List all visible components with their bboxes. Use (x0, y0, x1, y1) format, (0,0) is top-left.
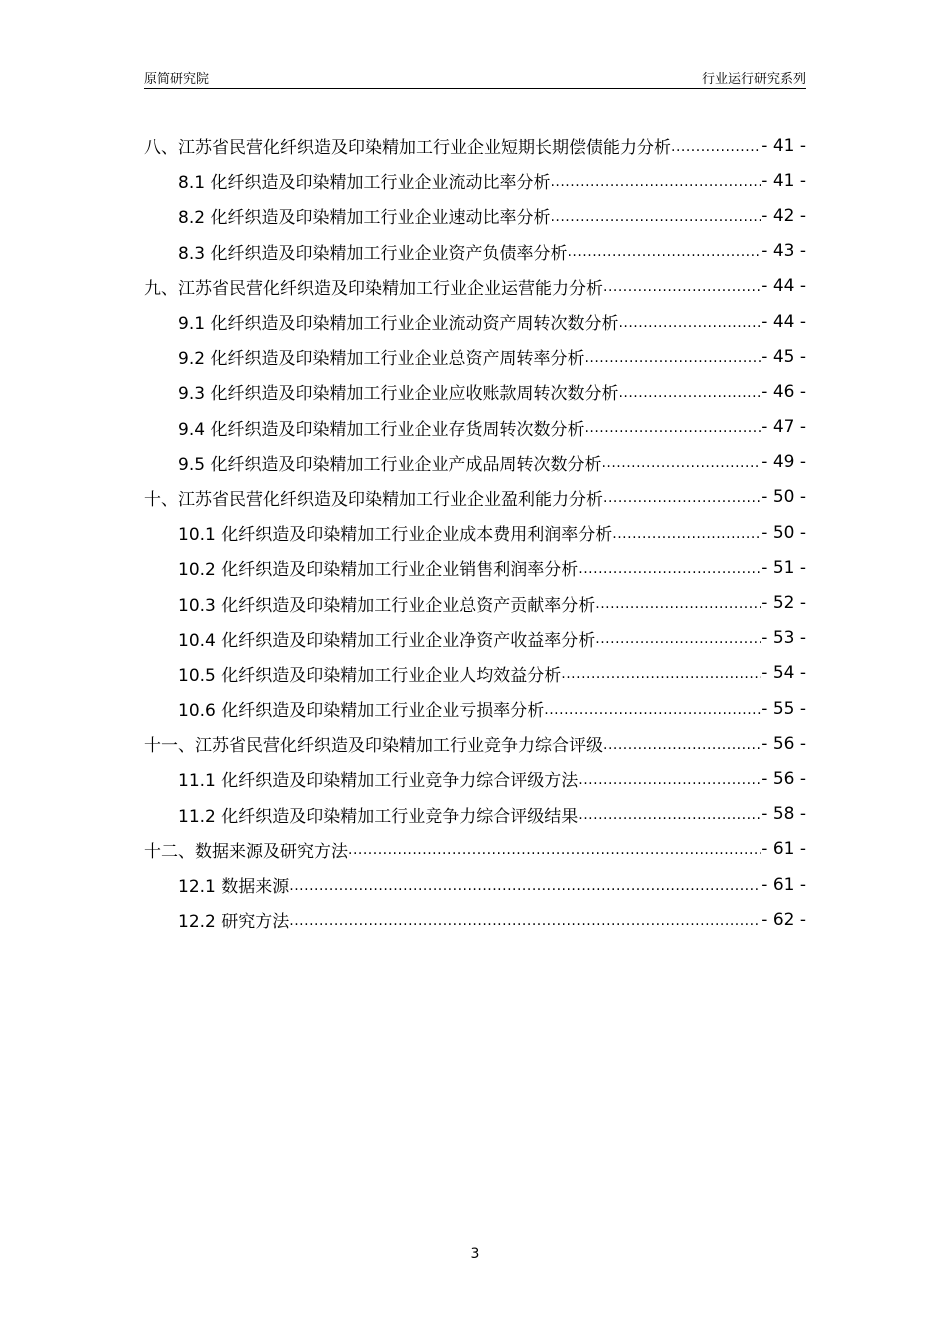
toc-dot-leader (544, 700, 761, 718)
toc-dot-leader (348, 840, 761, 858)
toc-entry[interactable] (144, 480, 806, 515)
toc-dot-leader (595, 629, 761, 647)
toc-dot-leader (618, 313, 761, 331)
toc-entry-page: - 50 - (761, 522, 806, 543)
toc-entry[interactable] (144, 867, 806, 902)
toc-entry[interactable] (144, 304, 806, 339)
toc-entry-title: 10.1 化纤织造及印染精加工行业企业成本费用利润率分析 (178, 525, 613, 546)
toc-entry-page: - 62 - (761, 909, 806, 930)
toc-entry-page: - 54 - (761, 663, 806, 684)
toc-dot-leader (584, 418, 761, 436)
toc-entry-page: - 58 - (761, 804, 806, 825)
toc-entry-page: - 56 - (761, 768, 806, 789)
toc-dot-leader (550, 207, 761, 225)
toc-entry-title: 8.2 化纤织造及印染精加工行业企业速动比率分析 (178, 208, 551, 229)
toc-entry-title: 十二、数据来源及研究方法 (144, 841, 348, 862)
toc-entry-title: 9.3 化纤织造及印染精加工行业企业应收账款周转次数分析 (178, 384, 619, 405)
toc-entry-page: - 49 - (761, 452, 806, 473)
toc-entry-title: 十、江苏省民营化纤织造及印染精加工行业企业盈利能力分析 (144, 489, 603, 510)
toc-entry-page: - 43 - (761, 241, 806, 262)
toc-entry-page: - 53 - (761, 628, 806, 649)
toc-entry-page: - 44 - (761, 276, 806, 297)
header-series-title: 行业运行研究系列 (701, 72, 806, 87)
toc-dot-leader (671, 137, 761, 155)
toc-entry-title: 12.2 研究方法 (178, 912, 290, 933)
toc-entry[interactable] (144, 761, 806, 796)
toc-dot-leader (550, 172, 761, 190)
toc-entry-title: 9.1 化纤织造及印染精加工行业企业流动资产周转次数分析 (178, 314, 619, 335)
toc-entry-title: 9.5 化纤织造及印染精加工行业企业产成品周转次数分析 (178, 454, 602, 475)
toc-entry-page: - 47 - (761, 417, 806, 438)
toc-dot-leader (578, 805, 761, 823)
toc-entry-page: - 50 - (761, 487, 806, 508)
toc-entry-page: - 42 - (761, 205, 806, 226)
toc-entry[interactable] (144, 656, 806, 691)
toc-entry[interactable] (144, 585, 806, 620)
header-divider (144, 88, 806, 89)
toc-entry-title: 11.1 化纤织造及印染精加工行业竞争力综合评级方法 (178, 771, 579, 792)
toc-entry-title: 10.5 化纤织造及印染精加工行业企业人均效益分析 (178, 665, 562, 686)
toc-entry-page: - 44 - (761, 311, 806, 332)
toc-entry-page: - 61 - (761, 874, 806, 895)
table-of-contents (144, 128, 806, 937)
toc-entry[interactable] (144, 515, 806, 550)
toc-dot-leader (578, 559, 761, 577)
toc-entry[interactable] (144, 269, 806, 304)
toc-entry-page: - 61 - (761, 839, 806, 860)
toc-entry[interactable] (144, 797, 806, 832)
toc-entry-page: - 45 - (761, 346, 806, 367)
toc-entry-title: 八、江苏省民营化纤织造及印染精加工行业企业短期长期偿债能力分析 (144, 138, 671, 159)
toc-entry[interactable] (144, 410, 806, 445)
toc-entry-title: 10.4 化纤织造及印染精加工行业企业净资产收益率分析 (178, 630, 596, 651)
toc-entry[interactable] (144, 726, 806, 761)
toc-dot-leader (561, 664, 761, 682)
toc-entry-title: 九、江苏省民营化纤织造及印染精加工行业企业运营能力分析 (144, 278, 603, 299)
toc-entry-title: 十一、江苏省民营化纤织造及印染精加工行业竞争力综合评级 (144, 736, 603, 757)
page-number: 3 (470, 1246, 480, 1262)
toc-dot-leader (618, 383, 761, 401)
toc-dot-leader (603, 277, 761, 295)
toc-dot-leader (289, 911, 761, 929)
toc-entry[interactable] (144, 550, 806, 585)
toc-entry[interactable] (144, 163, 806, 198)
toc-entry-title: 11.2 化纤织造及印染精加工行业竞争力综合评级结果 (178, 806, 579, 827)
toc-entry-page: - 41 - (761, 135, 806, 156)
toc-entry[interactable] (144, 832, 806, 867)
toc-dot-leader (603, 488, 761, 506)
toc-dot-leader (612, 524, 761, 542)
toc-entry-page: - 52 - (761, 593, 806, 614)
toc-entry-page: - 41 - (761, 170, 806, 191)
toc-dot-leader (584, 348, 761, 366)
toc-dot-leader (289, 876, 761, 894)
toc-entry-title: 10.3 化纤织造及印染精加工行业企业总资产贡献率分析 (178, 595, 596, 616)
toc-dot-leader (603, 735, 761, 753)
toc-dot-leader (578, 770, 761, 788)
page-header (144, 66, 806, 88)
toc-entry-title: 10.6 化纤织造及印染精加工行业企业亏损率分析 (178, 701, 545, 722)
toc-entry-title: 8.3 化纤织造及印染精加工行业企业资产负债率分析 (178, 243, 568, 264)
toc-entry[interactable] (144, 374, 806, 409)
toc-entry[interactable] (144, 621, 806, 656)
toc-entry-title: 9.4 化纤织造及印染精加工行业企业存货周转次数分析 (178, 419, 585, 440)
toc-entry[interactable] (144, 234, 806, 269)
toc-entry-page: - 46 - (761, 381, 806, 402)
toc-entry-page: - 55 - (761, 698, 806, 719)
toc-dot-leader (601, 453, 761, 471)
toc-dot-leader (567, 242, 761, 260)
toc-entry[interactable] (144, 198, 806, 233)
header-organization: 原简研究院 (144, 72, 210, 87)
toc-entry-page: - 51 - (761, 557, 806, 578)
toc-entry-page: - 56 - (761, 733, 806, 754)
toc-dot-leader (595, 594, 761, 612)
toc-entry-title: 10.2 化纤织造及印染精加工行业企业销售利润率分析 (178, 560, 579, 581)
toc-entry[interactable] (144, 691, 806, 726)
toc-entry[interactable] (144, 339, 806, 374)
toc-entry[interactable] (144, 128, 806, 163)
toc-entry[interactable] (144, 902, 806, 937)
toc-entry-title: 9.2 化纤织造及印染精加工行业企业总资产周转率分析 (178, 349, 585, 370)
toc-entry[interactable] (144, 445, 806, 480)
toc-entry-title: 12.1 数据来源 (178, 877, 290, 898)
toc-entry-title: 8.1 化纤织造及印染精加工行业企业流动比率分析 (178, 173, 551, 194)
